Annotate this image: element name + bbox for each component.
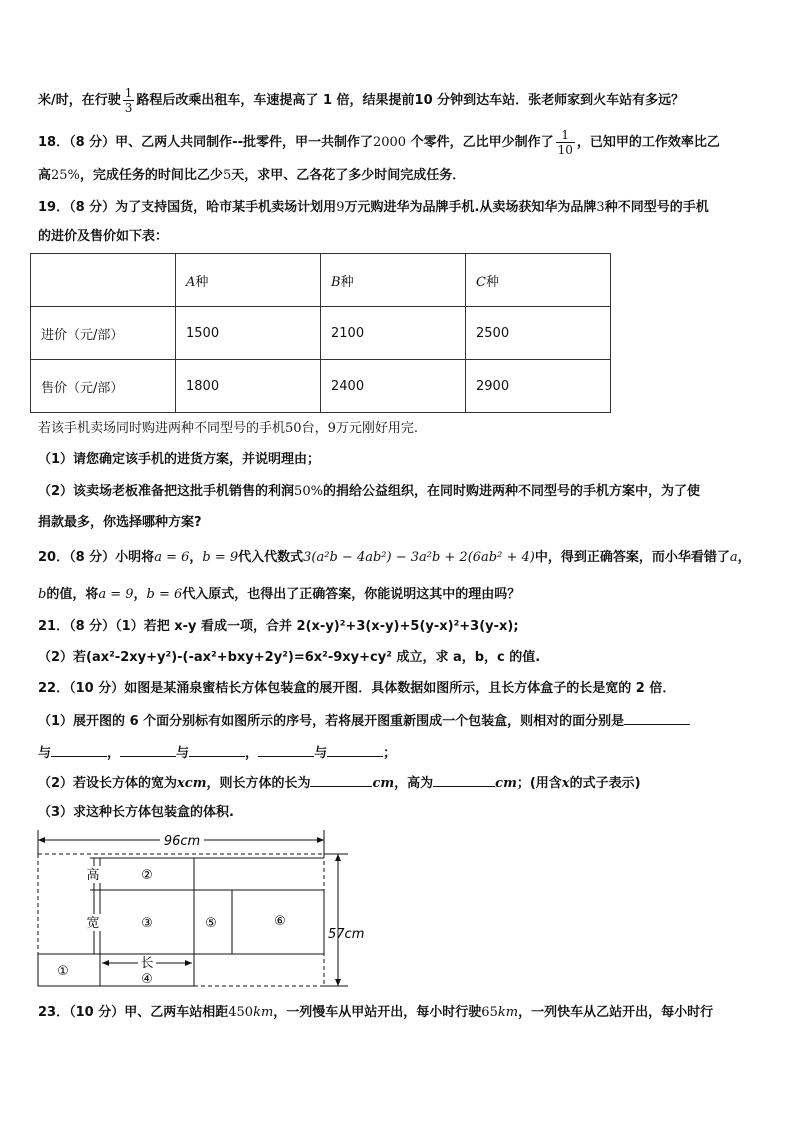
table-cell: 2400 (321, 360, 466, 413)
arrow-right-icon (185, 960, 192, 966)
answer-blank[interactable] (310, 772, 372, 787)
q19-sub1: （1）请您确定该手机的进货方案，并说明理由； (38, 452, 321, 467)
face-4-label: ④ (141, 972, 153, 987)
q20-line2: b的值，将a = 9，b = 6代入原式，也得出了正确答案，你能说明这其中的理由吗？ (38, 587, 521, 602)
table-cell: 1500 (176, 307, 321, 360)
arrow-up-icon (335, 854, 341, 861)
face-6-label: ⑥ (274, 914, 286, 929)
q19-after-table: 若该手机卖场同时购进两种不同型号的手机50台，9万元刚好用完. (38, 421, 418, 436)
q19-line2: 的进价及售价如下表： (38, 229, 169, 244)
table-header-cell: A种 (176, 254, 321, 307)
arrow-right-icon (317, 837, 324, 843)
algebraic-expression: 3(a²b − 4ab²) − 3a²b + 2(6ab² + 4) (303, 550, 535, 565)
q22-sub1: （1）展开图的 6 个面分别标有如图所示的序号，若将展开图重新围成一个包装盒，则相对的面分别是 (38, 710, 690, 732)
q19-sub2-line2: 捐款最多，你选择哪种方案? (38, 515, 202, 530)
height-label: 57cm (328, 927, 365, 942)
q20-line1: 20．（8 分）小明将a = 6，b = 9代入代数式3(a²b − 4ab²) − 3a²b + 2(6ab² + 4)中，得到正确答案，而小华看错了a， (38, 550, 751, 565)
answer-blank[interactable] (51, 742, 107, 757)
q19-sub2: （2）该卖场老板准备把这批手机销售的利润50%的捐给公益组织，在同时购进两种不同型号的手机方案中，为了使 (38, 484, 700, 499)
price-table (30, 253, 611, 413)
answer-blank[interactable] (189, 742, 245, 757)
face-3-label: ③ (141, 916, 153, 931)
answer-blank[interactable] (120, 742, 176, 757)
table-header-cell: C种 (466, 254, 611, 307)
q17-line: 米/时，在行驶 $\frac{1}{3}$ 路程后改乘出租车，车速提高了 1 倍，结果提前10 分钟到达车站．张老师家到火车站有多远？ (38, 86, 685, 115)
table-cell: 1800 (176, 360, 321, 413)
table-row (31, 307, 611, 360)
q21-line2: （2）若(ax²-2xy+y²)-(-ax²+bxy+2y²)=6x²-9xy+cy² 成立，求 a，b，c 的值. (38, 650, 541, 665)
q19-line1: 19．（8 分）为了支持国货，哈市某手机卖场计划用9万元购进华为品牌手机.从卖场获知华为品牌3种不同型号的手机 (38, 200, 709, 215)
row-label: 进价（元/部） (31, 307, 176, 360)
arrow-left-icon (38, 837, 45, 843)
q18-line2: 高25%，完成任务的时间比乙少5天，求甲、乙各花了多少时间完成任务． (38, 168, 466, 183)
answer-blank[interactable] (258, 742, 314, 757)
table-header-cell: B种 (321, 254, 466, 307)
q22-sub2: （2）若设长方体的宽为xcm，则长方体的长为 cm，高为 cm；(用含x的式子表示) (38, 772, 641, 794)
face-1-label: ① (57, 964, 69, 979)
face-5-label: ⑤ (205, 916, 217, 931)
box-net-figure (30, 826, 365, 991)
q22-sub3: （3）求这种长方体包装盒的体积. (38, 805, 234, 820)
arrow-down-icon (335, 979, 341, 986)
width-label: 96cm (163, 834, 201, 849)
q21-line1: 21．（8 分）（1）若把 x-y 看成一项，合并 2(x-y)²+3(x-y)+5(y-x)²+3(y-x); (38, 619, 519, 634)
answer-blank[interactable] (433, 772, 495, 787)
table-cell: 2900 (466, 360, 611, 413)
row-label: 售价（元/部） (31, 360, 176, 413)
answer-blank[interactable] (624, 710, 690, 725)
table-row (31, 360, 611, 413)
arrow-left-icon (102, 960, 109, 966)
gao-label: 高 (86, 868, 100, 883)
answer-blank[interactable] (327, 742, 383, 757)
q22-sub1-line2: 与 ， 与 ， 与 ； (38, 742, 396, 764)
q22-line1: 22．（10 分）如图是某涌泉蜜桔长方体包装盒的展开图．具体数据如图所示，且长方体盒子的长是宽的 2 倍． (38, 681, 676, 696)
face-1 (38, 954, 100, 986)
kuan-label: 宽 (86, 916, 100, 931)
table-cell: 2500 (466, 307, 611, 360)
table-header-cell (31, 254, 176, 307)
q18-line1: 18．（8 分）甲、乙两人共同制作--批零件，甲一共制作了2000 个零件，乙比甲少制作了 $\frac{1}{10}$ ，已知甲的工作效率比乙 (38, 128, 720, 157)
chang-label: 长 (140, 956, 154, 971)
fraction-one-third: $\frac{1}{3}$ (124, 86, 133, 115)
table-cell: 2100 (321, 307, 466, 360)
q23-line1: 23．（10 分）甲、乙两车站相距450km，一列慢车从甲站开出，每小时行驶65km，一列快车从乙站开出，每小时行 (38, 1005, 714, 1020)
face-2-label: ② (141, 868, 153, 883)
fraction-one-tenth: $\frac{1}{10}$ (557, 128, 573, 157)
table-header-row (31, 254, 611, 307)
